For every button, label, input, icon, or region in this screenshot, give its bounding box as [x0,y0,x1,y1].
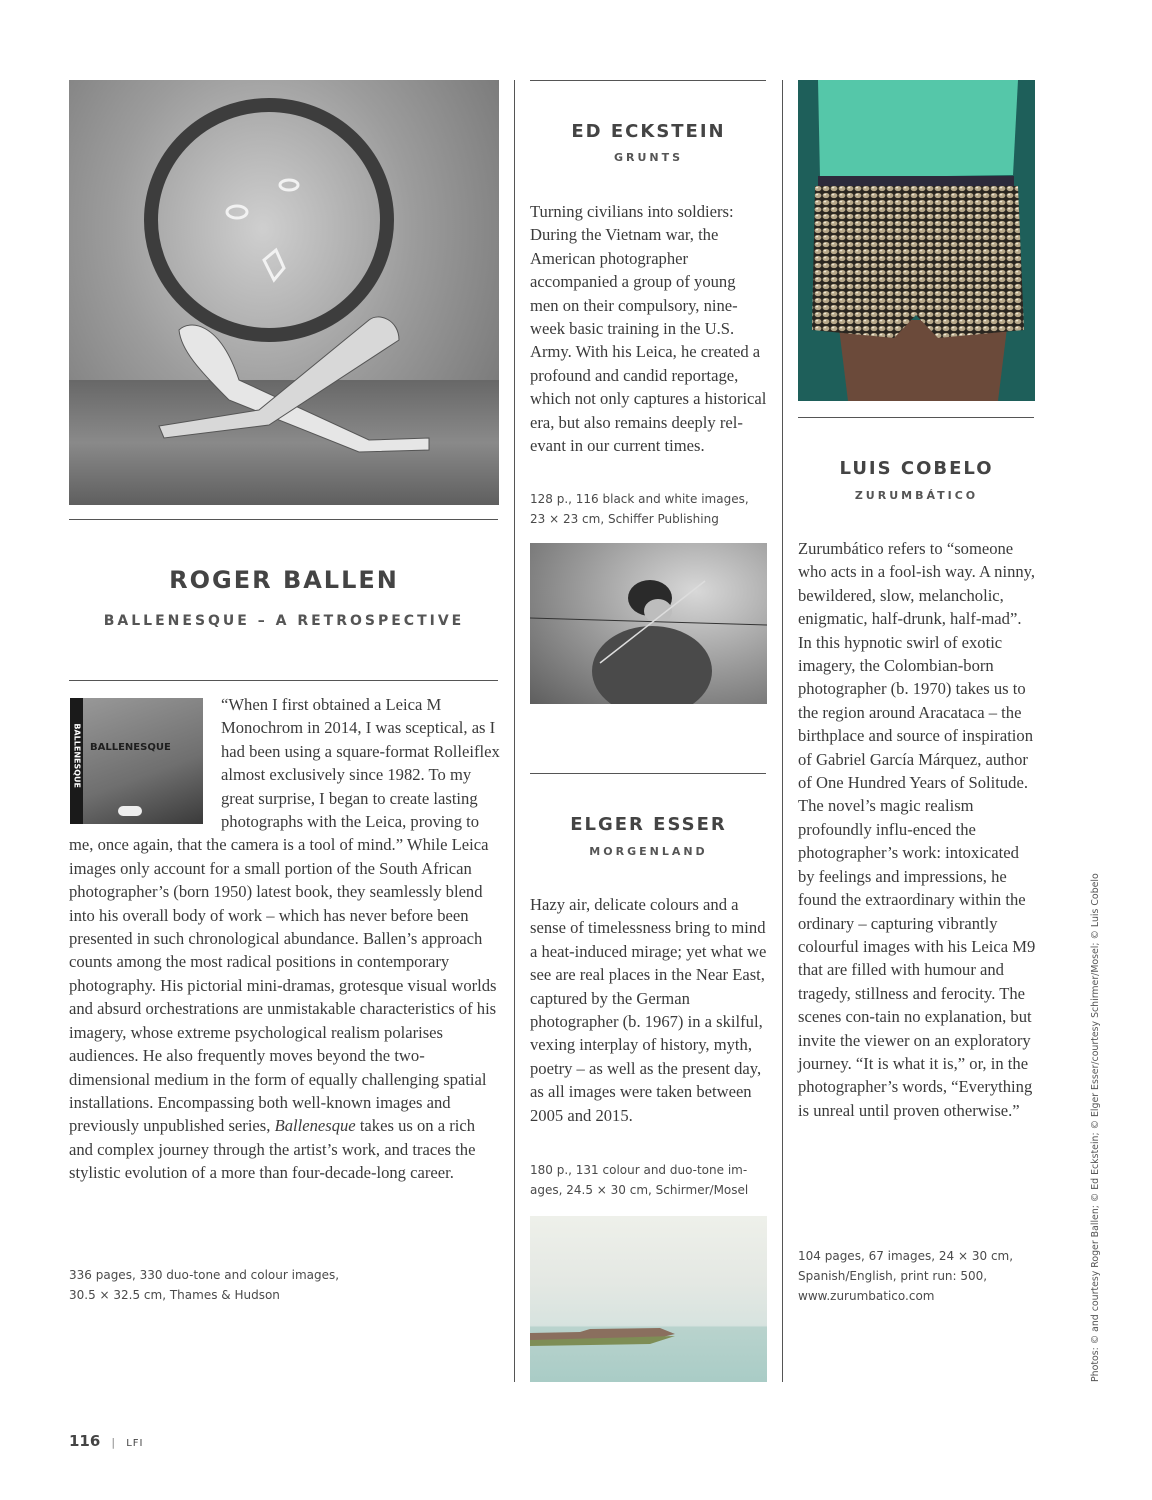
eckstein-caption-line1: 128 p., 116 black and white images, [530,492,749,506]
green-top [818,80,1018,178]
ballen-book-title: BALLENESQUE – A RETROSPECTIVE [103,613,465,629]
esser-caption [530,1160,770,1200]
cobelo-caption [798,1246,1038,1306]
eckstein-caption-line2: 23 × 23 cm, Schiffer Publishing [530,512,719,526]
eckstein-rule-top [530,80,766,81]
esser-caption-line1: 180 p., 131 colour and duo-tone im- [530,1163,748,1177]
ballen-cover-dog [118,806,142,816]
cobelo-caption-line3: www.zurumbatico.com [798,1289,935,1303]
ballen-name: ROGER BALLEN [169,566,399,594]
ballen-text-italic: Ballenesque [274,1116,356,1136]
ballen-text [69,693,500,1185]
cobelo-book-title: ZURUMBÁTICO [854,489,979,502]
eckstein-caption [530,489,770,529]
drawn-eye [280,180,298,190]
esser-caption-line2: ages, 24.5 × 30 cm, Schirmer/Mosel [530,1183,749,1197]
eckstein-text: Turning civilians into soldiers: During the Vietnam war, the American photographer accompanied a group of young men on their compulsory, nine-week basic training in the U.S. Army. With his Leica, he created a profound and candid reportage, which not only captures a historical era, but also remains deeply rel-evant in our current times. [530,202,767,456]
cobelo-text: Zurumbático refers to “someone who acts in a fool-ish way. A ninny, bewildered, slow, melancholic, enigmatic, half-drunk, half-mad”. In this hypnotic swirl of exotic imagery, the Colombian-born photographer (b. 1970) takes us to the region around Aracataca – the birthplace and source of inspiration of Gabriel García Márquez, author of One Hundred Years of Solitude. The novel’s magic realism profoundly influ-enced the photographer’s work: intoxicated by feelings and impressions, he found the extraordinary within the ordinary – capturing vibrantly colourful images with his Leica M9 that are filled with humour and tragedy, stillness and ferocity. The scenes con-tain no explanation, but invite the viewer on an exploratory journey. “It is what it is,” or, in the photographer’s words, “Everything is unreal until proven otherwise.” [798,539,1036,1120]
esser-text: Hazy air, delicate colours and a sense of timelessness bring to mind a heat-induced mirage; yet what we see are real places in the Near East, captured by the German photographer (b. 1967) in a skilful, vexing interplay of history, myth, poetry – as well as the present day, as all images were taken between 2005 and 2015. [530,895,767,1125]
waistband [818,176,1014,186]
ballen-rule-top [69,519,498,520]
ballen-photo-crossed-arms [69,80,499,505]
ballen-cover-spine-text: BALLENESQUE [72,723,82,789]
esser-book-title: MORGENLAND [589,845,708,858]
ballen-caption [69,1265,499,1305]
esser-photo-art [530,1216,767,1382]
esser-photo-seascape [530,1216,767,1382]
magazine-name: LFI [126,1438,144,1449]
ballen-text-part2: takes us on a rich and complex journey through the artist’s work, and traces the stylistic evolution of a more than four-decade-long career. [69,1116,476,1183]
eckstein-photo-art [530,543,767,704]
sequin-shorts [812,186,1024,338]
soldier-body [592,626,712,704]
drawn-mouth [264,250,284,280]
cobelo-name: LUIS COBELO [839,458,994,479]
drawn-eye [227,206,247,218]
photo-credit: Photos: © and courtesy Roger Ballen; © Ed Eckstein; © Elger Esser/courtesy Schirmer/Mosel; © Luis Cobelo [1090,873,1101,1382]
ballen-photo-art [69,80,499,505]
footer-separator: | [111,1436,116,1449]
page-number: 116 [69,1432,101,1450]
cobelo-photo-art [798,80,1035,401]
ballen-caption-line1: 336 pages, 330 duo-tone and colour images, [69,1268,340,1282]
cobelo-rule-top [798,417,1034,418]
esser-rule-top [530,773,766,774]
ballen-rule-bottom [69,680,498,681]
ballen-caption-line2: 30.5 × 32.5 cm, Thames & Hudson [69,1288,280,1302]
page-footer [69,1431,144,1450]
cobelo-caption-line2: Spanish/English, print run: 500, [798,1269,988,1283]
cobelo-photo-sequin-shorts [798,80,1035,401]
cobelo-caption-line1: 104 pages, 67 images, 24 × 30 cm, [798,1249,1014,1263]
ballen-cover-title: BALLENESQUE [90,742,171,753]
esser-name: ELGER ESSER [570,814,727,835]
eckstein-name: ED ECKSTEIN [571,121,726,142]
ballen-text-part1: “When I first obtained a Leica M Monochrom in 2014, I was sceptical, as I had been using a square-format Rolleiflex almost exclusively since 1982. To my great surprise, I began to create lasting photographs with the Leica, proving to me, once again, that the camera is a tool of mind.” While Leica images only account for a small portion of the South African photographer’s (born 1950) latest book, they seamlessly blend into his overall body of work – which has never before been presented in such chronological abundance. Ballen’s approach counts among the most radical positions in contemporary photography. His pictorial mini-dramas, grotesque visual worlds and absurd orchestrations are unmistakable characteristics of his imagery, whose extreme psychological realism polarises audiences. He also frequently moves beyond the two-dimensional medium in the form of equally challenging spatial installations. Encompassing both well-known images and previously unpublished series, [69,695,500,1136]
column-divider-left [514,80,515,1382]
ballen-cover-spine [70,698,83,824]
drawn-circle-face [151,105,387,335]
eckstein-book-title: GRUNTS [613,151,684,164]
ballen-book-cover [70,698,203,824]
eckstein-photo-soldier [530,543,767,704]
column-divider-right [782,80,783,1382]
